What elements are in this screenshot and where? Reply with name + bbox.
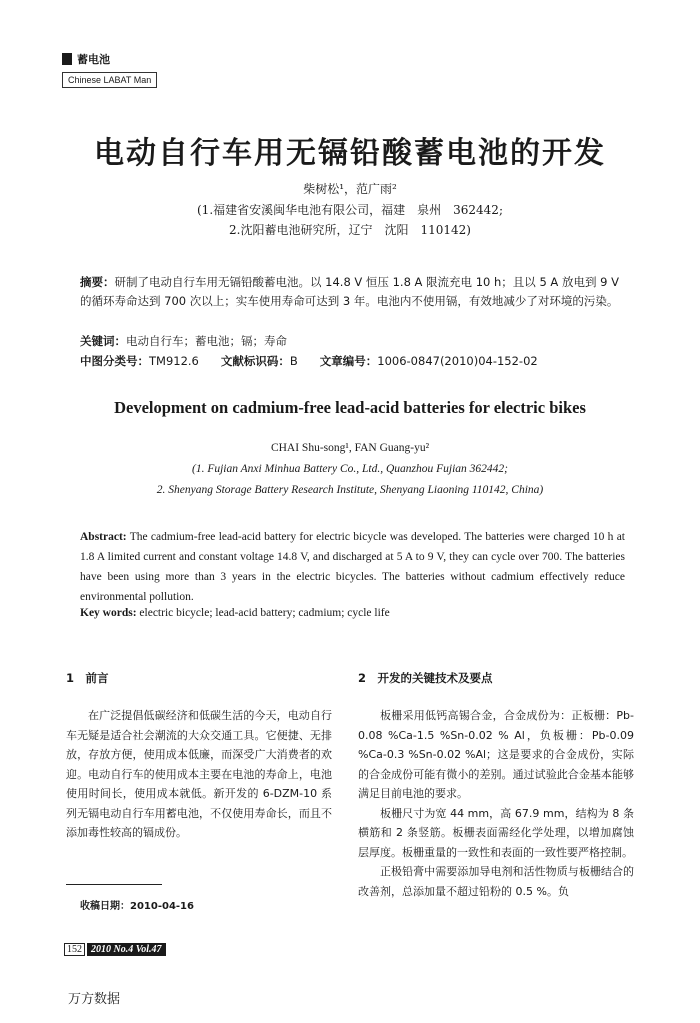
section-2-heading: 2 开发的关键技术及要点 <box>358 671 493 685</box>
keywords-en-text: electric bicycle; lead-acid battery; cadmium; cycle life <box>139 607 390 619</box>
article-number-value: 1006-0847(2010)04-152-02 <box>377 354 538 368</box>
section-2-body <box>358 706 634 901</box>
footnote-divider <box>66 884 162 885</box>
abstract-cn <box>80 273 625 311</box>
keywords-en-label: Key words: <box>80 607 137 619</box>
abstract-en-label: Abstract: <box>80 531 127 543</box>
section-1-paragraph: 在广泛提倡低碳经济和低碳生活的今天，电动自行车无疑是适合社会潮流的大众交通工具。它便捷、无排放，存放方便，使用成本低廉，而深受广大消费者的欢迎。电动自行车的使用成本主要在电池的寿命上，电池使用时间长，使用成本就低。新开发的 6-DZM-10 系列无镉电动自行车用蓄电池，不仅使用寿命长，而且不添加毒性较高的镉成份。 <box>66 709 332 839</box>
section-1-heading: 1 前言 <box>66 671 109 685</box>
affiliation-cn-1: (1.福建省安溪闽华电池有限公司，福建 泉州 362442; <box>197 203 503 217</box>
abstract-en-text: The cadmium-free lead-acid battery for electric bicycle was developed. The batteries were charged 10 h at 1.8 A limited current and constant voltage 14.8 V, and discharged at 5 A to 9 V, they can cycle over 700. The batteries have been using more than 3 years in the electric bicycles. The batteries without cadmium effectively reduce environmental pollution. <box>80 531 625 603</box>
page-number: 152 <box>64 943 85 956</box>
paper-title-cn: 电动自行车用无镉铅酸蓄电池的开发 <box>94 136 606 171</box>
journal-logo <box>62 50 180 88</box>
page-footer <box>64 940 166 958</box>
abstract-en <box>80 527 625 607</box>
affiliation-en-1: (1. Fujian Anxi Minhua Battery Co., Ltd., Quanzhou Fujian 362442; <box>191 463 509 475</box>
section-2-paragraph: 正极铅膏中需要添加导电剂和活性物质与板栅结合的改善剂，总添加量不超过铅粉的 0.5 %。负 <box>358 865 634 898</box>
keywords-en <box>80 607 625 619</box>
classification-line <box>80 353 640 369</box>
journal-logo-cn <box>62 50 180 68</box>
issue-label: 2010 No.4 Vol.47 <box>87 943 166 956</box>
clc-value: TM912.6 <box>149 354 199 368</box>
watermark: 万方数据 <box>68 992 121 1007</box>
keywords-cn-text: 电动自行车；蓄电池；镉；寿命 <box>126 334 287 348</box>
authors-en: CHAI Shu-song¹, FAN Guang-yu² <box>270 442 430 454</box>
paper-title-en: Development on cadmium-free lead-acid batteries for electric bikes <box>114 398 586 417</box>
section-2-paragraph: 板栅采用低钙高锡合金，合金成份为：正板栅：Pb-0.08 %Ca-1.5 %Sn-0.02 % Al，负板栅：Pb-0.09 %Ca-0.3 %Sn-0.02 %Al；这是要求的合金成份，实际的合金成份可能有微小的差别。通过试验此合金基本能够满足目前电池的要求。 <box>358 709 634 800</box>
doc-code-label: 文献标识码： <box>220 354 290 368</box>
keywords-cn <box>80 333 640 349</box>
clc-label: 中图分类号： <box>80 354 149 368</box>
keywords-cn-label: 关键词： <box>80 334 126 348</box>
affiliation-en-2: 2. Shenyang Storage Battery Research Institute, Shenyang Liaoning 110142, China) <box>156 484 544 496</box>
article-number-label: 文章编号： <box>319 354 378 368</box>
battery-logo-icon <box>62 53 72 65</box>
doc-code-value: B <box>289 354 298 368</box>
journal-logo-text: 蓄电池 <box>77 53 110 66</box>
received-date: 收稿日期：2010-04-16 <box>80 901 194 912</box>
section-2-paragraph: 板栅尺寸为宽 44 mm，高 67.9 mm，结构为 8 条横筋和 2 条竖筋。板栅表面需经化学处理，以增加腐蚀层厚度。板栅重量的一致性和表面的一致性要严格控制。 <box>358 806 634 859</box>
authors-cn: 柴树松¹，范广雨² <box>303 182 397 196</box>
section-1-body <box>66 706 332 843</box>
abstract-cn-label: 摘要： <box>80 275 115 289</box>
abstract-cn-text: 研制了电动自行车用无镉铅酸蓄电池。以 14.8 V 恒压 1.8 A 限流充电 10 h；且以 5 A 放电到 9 V 的循环寿命达到 700 次以上；实车使用寿命可达到 3 年。电池内不使用镉，有效地减少了对环境的污染。 <box>80 275 619 308</box>
affiliation-cn-2: 2.沈阳蓄电池研究所，辽宁 沈阳 110142) <box>229 223 471 237</box>
journal-logo-en: Chinese LABAT Man <box>62 72 157 88</box>
